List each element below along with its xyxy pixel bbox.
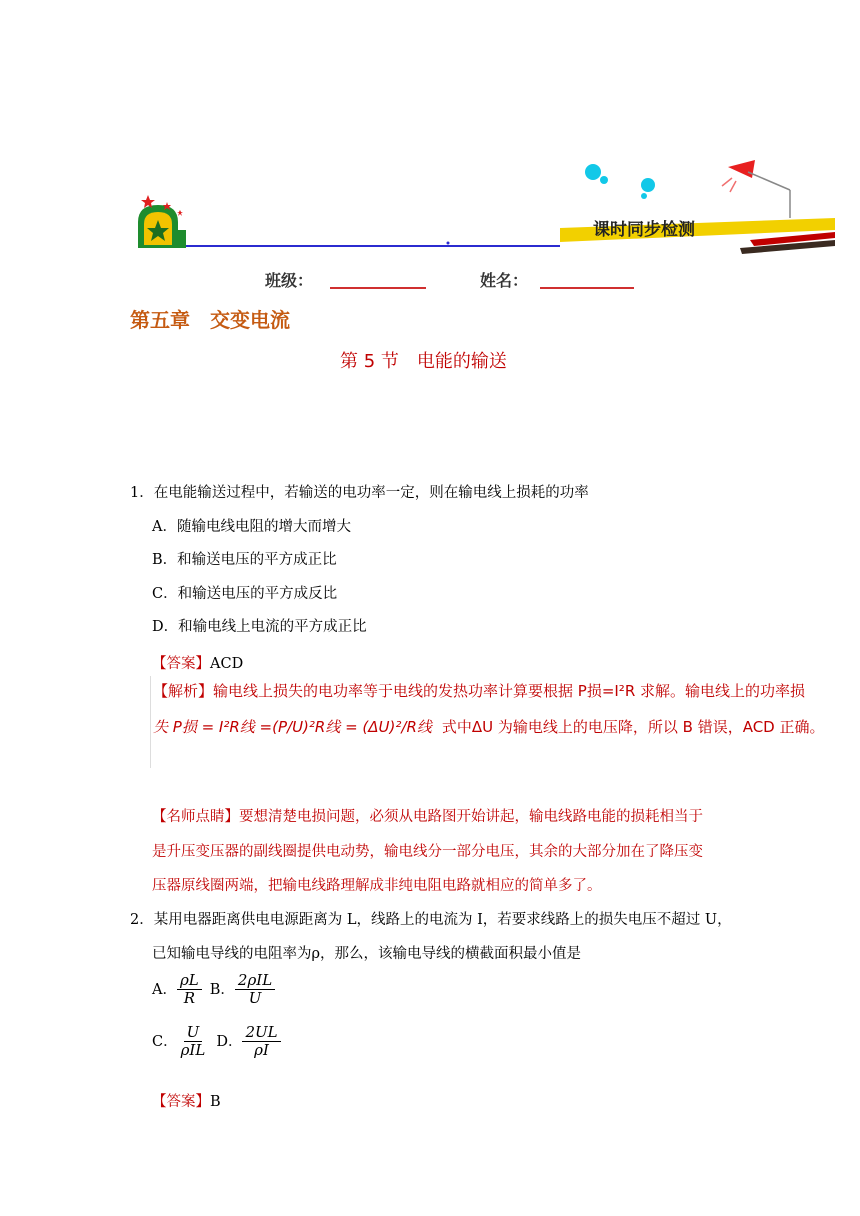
q1-tip-line3: 压器原线圈两端，把输电线路理解成非纯电阻电路就相应的简单多了。 <box>152 878 602 894</box>
q2-option-d-den: ρI <box>254 1041 269 1059</box>
question-2-stem-line2: 已知输电导线的电阻率为ρ，那么，该输电导线的横截面积最小值是 <box>152 946 582 962</box>
q2-answer <box>152 1090 221 1111</box>
q2-option-b-label: B． <box>209 981 235 998</box>
section-title: 第 5 节 电能的输送 <box>340 351 507 372</box>
q1-option-a: A．随输电线电阻的增大而增大 <box>152 519 351 535</box>
q2-option-d-fraction <box>242 1024 280 1059</box>
name-label: 姓名： <box>480 271 529 290</box>
question-2-stem-line1: 2．某用电器距离供电电源距离为 L，线路上的电流为 I，若要求线路上的损失电压不超过 U， <box>130 912 732 928</box>
q2-option-c-fraction <box>178 1024 209 1059</box>
q1-answer-tag: 【答案】 <box>152 656 210 672</box>
q2-options-row-2 <box>152 1024 281 1059</box>
class-label: 班级： <box>265 271 314 290</box>
q2-option-a-num: ρL <box>177 972 202 990</box>
q1-analysis-formula <box>153 716 825 737</box>
q2-option-b-fraction <box>235 972 275 1007</box>
name-field-line[interactable] <box>540 287 634 289</box>
q2-option-a-label: A． <box>152 981 177 998</box>
q2-option-c-den: ρIL <box>180 1041 206 1059</box>
q2-option-c-label: C． <box>152 1033 178 1050</box>
q1-answer <box>152 652 243 673</box>
q1-analysis-box <box>150 676 841 768</box>
banner-title: 课时同步检测 <box>593 220 695 240</box>
q2-answer-tag: 【答案】 <box>152 1094 210 1110</box>
q2-option-a-den: R <box>183 989 196 1007</box>
q2-option-d-num: 2UL <box>242 1024 280 1042</box>
q2-option-b-num: 2ρIL <box>235 972 275 990</box>
class-field-line[interactable] <box>330 287 426 289</box>
q1-analysis-suffix: 式中ΔU 为输电线上的电压降，所以 B 错误，ACD 正确。 <box>441 718 825 736</box>
q1-analysis-formula-text: 失 P损 = I²R线 =(P/U)²R线 = (ΔU)²/R线 <box>153 718 432 736</box>
q1-tip-line2: 是升压变压器的副线圈提供电动势，输电线分一部分电压，其余的大部分加在了降压变 <box>152 844 703 860</box>
q1-option-d: D．和输电线上电流的平方成正比 <box>152 619 367 635</box>
q1-option-c: C．和输送电压的平方成反比 <box>152 586 338 602</box>
header-decoration-graphic <box>130 150 835 260</box>
q1-analysis-line1: 【解析】输电线上损失的电功率等于电线的发热功率计算要根据 P损=I²R 求解。输电线上的功率损 <box>153 682 806 700</box>
header-banner <box>130 150 835 260</box>
q2-option-a-fraction <box>177 972 202 1007</box>
q2-answer-value: B <box>210 1094 221 1110</box>
q2-option-d-label: D． <box>216 1033 243 1050</box>
q1-tip-line1: 【名师点睛】要想清楚电损问题，必须从电路图开始讲起，输电线路电能的损耗相当于 <box>152 809 703 825</box>
q2-option-c-num: U <box>184 1024 203 1042</box>
q2-option-b-den: U <box>248 989 262 1007</box>
q1-option-b: B．和输送电压的平方成正比 <box>152 552 337 568</box>
q2-options-row-1 <box>152 972 275 1007</box>
question-1-stem: 1．在电能输送过程中，若输送的电功率一定，则在输电线上损耗的功率 <box>130 485 589 501</box>
q1-answer-value: ACD <box>210 656 244 672</box>
chapter-title: 第五章 交变电流 <box>130 308 290 332</box>
